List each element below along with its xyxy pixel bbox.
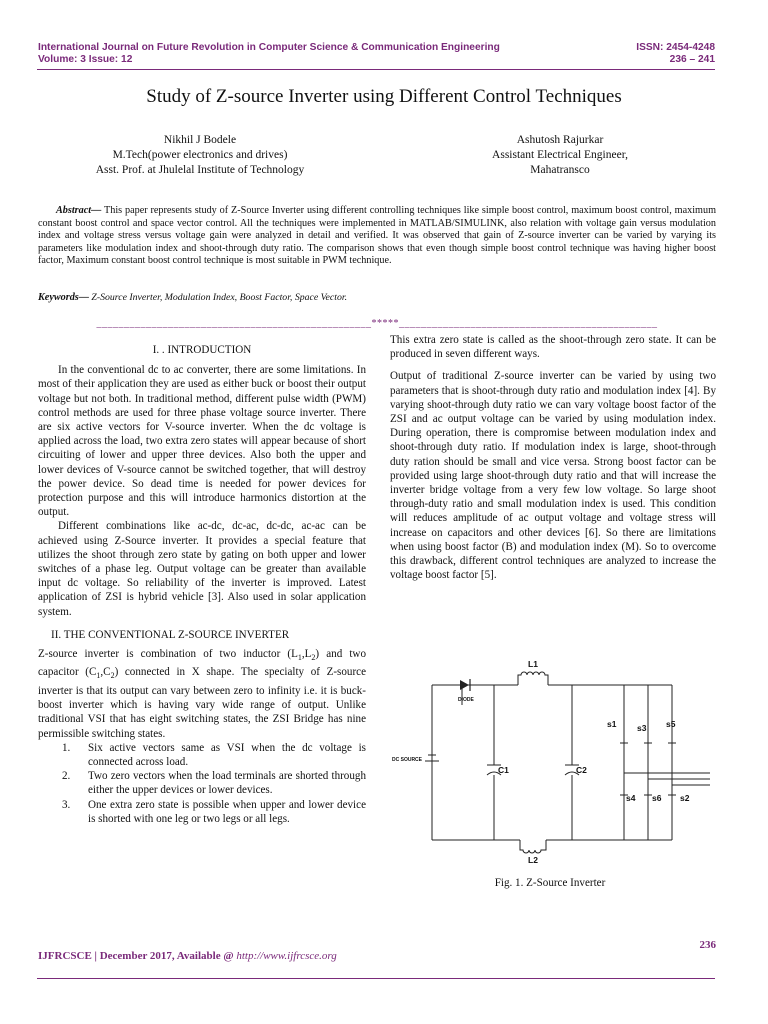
author-2-affiliation: Mahatransco (530, 164, 590, 176)
right-column (390, 333, 716, 582)
intro-paragraph-2: Different combinations like ac-dc, dc-ac, dc-dc, ac-ac can be achieved using Z-Source inverter. It provides a special feature that utilizes the shoot through zero state by gating on both upper and lower switches of a phase leg. Output voltage can be greater than available input dc voltage. So reliability of the inverter is improved. Latest application of ZSI is hybrid vehicle [3]. Also used in solar application system. (38, 520, 366, 618)
list-item: 1. Six active vectors same as VSI when the dc voltage is connected across load. (62, 741, 366, 768)
zsi-paragraph: Z-source inverter is combination of two inductor $(L_1,L_2)$ and two capacitor $(C_1,C_2)$ connected in X shape. The specialty of Z-source inverter is that its output can vary between zero to infinity i.e. it is buck-boost inverter which is having vary wide range of output. Unlike traditional VSI that has eight switching states, the ZSI Bridge has nine permissible switching states. (38, 648, 367, 740)
footer-rule (37, 978, 715, 979)
switching-states-list (38, 741, 366, 826)
keywords (38, 292, 347, 303)
abstract (38, 205, 716, 268)
abstract-label: Abstract— (56, 205, 102, 216)
label-s1: s1 (607, 719, 617, 729)
keywords-text: Z-Source Inverter, Modulation Index, Boost Factor, Space Vector. (88, 292, 348, 303)
header-rule (37, 69, 715, 70)
label-s6: s6 (652, 793, 662, 803)
volume-issue: Volume: 3 Issue: 12 (38, 54, 133, 65)
label-s3: s3 (637, 723, 647, 733)
author-1 (70, 133, 330, 178)
author-1-degree: M.Tech(power electronics and drives) (112, 149, 288, 161)
z-source-inverter-figure (388, 655, 718, 865)
label-l1: L1 (528, 659, 538, 669)
figure-caption: Fig. 1. Z-Source Inverter (494, 877, 606, 889)
author-1-affiliation: Asst. Prof. at Jhulelal Institute of Technology (95, 164, 305, 176)
right-paragraph-1: This extra zero state is called as the shoot-through zero state. It can be produced in seven different ways. (390, 334, 716, 361)
left-column (38, 343, 366, 826)
footer-citation: IJFRCSCE | December 2017, Available @ http://www.ijfrcsce.org (38, 950, 337, 962)
label-c2: C2 (576, 765, 587, 775)
paper-title: Study of Z-source Inverter using Different Control Techniques (146, 86, 622, 107)
keywords-label: Keywords— (38, 292, 89, 303)
journal-url-link[interactable]: http://www.ijfrcsce.org (236, 950, 337, 962)
label-dc-source: DC SOURCE (392, 757, 423, 763)
author-2-name: Ashutosh Rajurkar (516, 134, 604, 146)
page-number: 236 (699, 939, 716, 951)
separator: __________________________________________________*****_______________________________________________ (96, 318, 658, 329)
issn: ISSN: 2454-4248 (636, 42, 715, 53)
label-s5: s5 (666, 719, 676, 729)
label-c1: C1 (498, 765, 509, 775)
list-item: 3. One extra zero state is possible when upper and lower device is shorted with one leg or two legs or all legs. (62, 798, 366, 825)
page-range: 236 – 241 (669, 54, 715, 65)
section-1-title: I. . INTRODUCTION (152, 344, 252, 356)
label-l2: L2 (528, 855, 538, 865)
right-paragraph-2: Output of traditional Z-source inverter can be varied by using two parameters that is shoot-through duty ratio and modulation index [4]. By varying shoot-through duty ratio we can vary voltage boost factor of the ZSI and ac output voltage can be varied by using modulation index. During operation, there is compromise between modulation index and shoot-through duty ratio. If modulation index is large, shoot-through duty ration should be small and vice versa. Strong boost factor can be provided using large shoot-through duty ratio and that will increase the inverter bridge voltage from a very few low voltage. So large shoot through-duty ratio and small modulation index is used. This condition will reduces amplitude of ac output voltage and voltage stress will increase on capacitors and other devices [6]. So there are limitations when using boost factor (B) and modulation index (M). So to overcome this drawback, different control techniques are analyzed to increase the voltage boost factor [5]. (390, 370, 716, 582)
label-s2: s2 (680, 793, 690, 803)
author-2-title: Assistant Electrical Engineer, (492, 149, 628, 161)
intro-paragraph-1: In the conventional dc to ac converter, there are some limitations. In most of their application they are used as either buck or boost their output voltage but not both. In traditional method, different pulse width (PWM) control methods are used for three phase voltage source inverter. There are six active vectors for V-source inverter. When the dc voltage is applied across the load, two extra zero states will appear because of short circuiting of lower and upper three devices. Also both the upper and lower devices of V-source cannot be switched together, that will destroy the power device. So dead time is needed for power devices for protection purpose and this will introduce harmonics distortion at the output. (38, 364, 366, 519)
label-diode: DIODE (458, 697, 474, 703)
label-s4: s4 (626, 793, 636, 803)
author-2 (440, 133, 680, 178)
author-1-name: Nikhil J Bodele (163, 134, 237, 146)
abstract-text: This paper represents study of Z-Source Inverter using different controlling techniques like simple boost control, maximum boost control, maximum constant boost control and space vector control. All the techniques were implemented in MATLAB/SIMULINK, also relation with voltage gain versus modulation index and voltage stress versus voltage gain were analyzed in detail and verified. It was observed that gain of Z-source inverter can be varied by varying its parameters like modulation index and shoot-through duty ratio. The comparison shows that even though simple boost control technique was having higher boost factor, Maximum constant boost control technique is most suitable in PWM technique. (38, 205, 716, 267)
section-2-title: II. THE CONVENTIONAL Z-SOURCE INVERTER (51, 628, 290, 641)
journal-name: International Journal on Future Revolution in Computer Science & Communication Engineering (38, 42, 500, 53)
list-item: 2. Two zero vectors when the load terminals are shorted through either the upper devices or lower devices. (62, 770, 366, 797)
